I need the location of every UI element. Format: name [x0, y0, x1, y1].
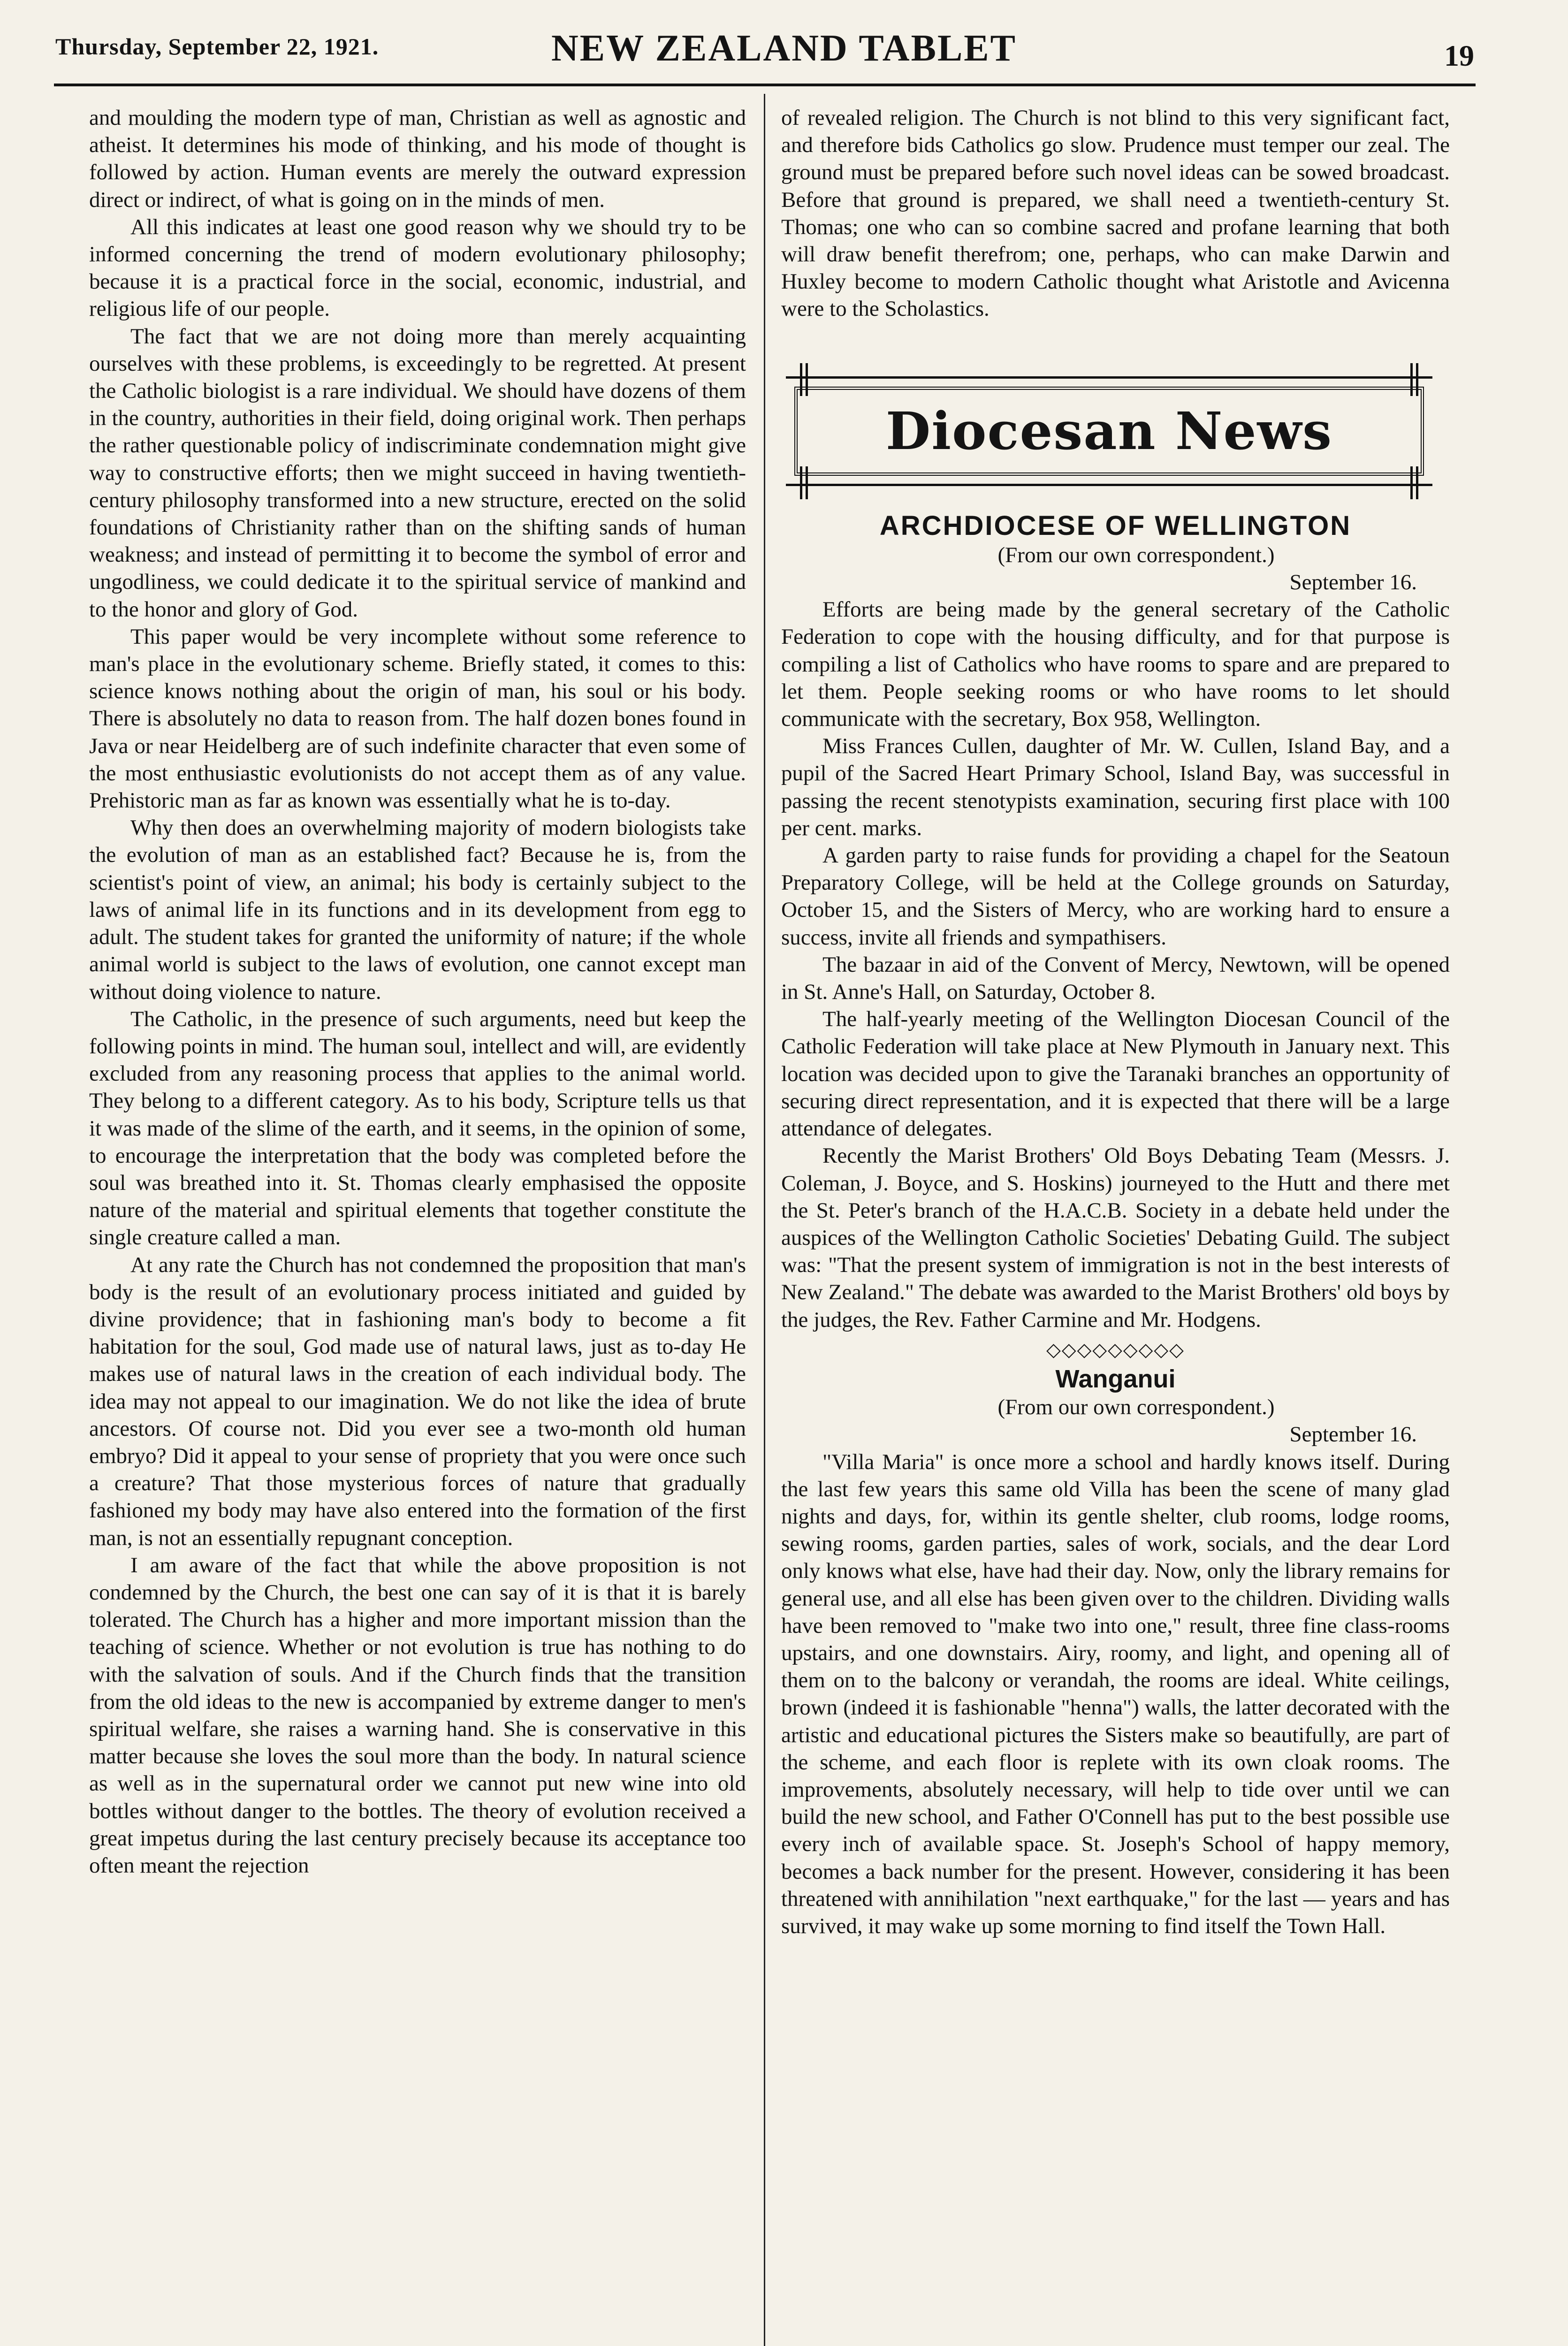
archdiocese-byline: (From our own correspondent.) — [997, 542, 1275, 567]
wanganui-dateline: September 16. — [1289, 1422, 1417, 1447]
ornamental-divider: ◇◇◇◇◇◇◇◇◇ — [1046, 1339, 1185, 1360]
news-paragraph: The bazaar in aid of the Convent of Mercy, Newtown, will be opened in St. Anne's Hall, on Saturday, October 8. — [781, 952, 1450, 1005]
banner-rule-bottom — [786, 484, 1432, 486]
banner-rule-top — [786, 376, 1432, 379]
right-column — [781, 104, 1450, 1940]
news-paragraph: Efforts are being made by the general secretary of the Catholic Federation to cope with the housing difficulty, and for that purpose is compiling a list of Catholics who have rooms to spare and are prepared to let them. People seeking rooms or who have rooms to let should communicate with the secretary, Box 958, Wellington. — [781, 597, 1450, 731]
header-rule — [54, 84, 1476, 86]
column-rule — [764, 94, 765, 2346]
news-paragraph: Recently the Marist Brothers' Old Boys Debating Team (Messrs. J. Coleman, J. Boyce, and S. Hoskins) journeyed to the Hutt and there met the St. Peter's branch of the H.A.C.B. Society in a debate held under the auspices of the Wellington Catholic Societies' Debating Guild. The subject was: "That the present system of immigration is not in the best interests of New Zealand." The debate was awarded to the Marist Brothers' old boys by the judges, the Rev. Father Carmine and Mr. Hodgens. — [781, 1143, 1450, 1332]
article-paragraph: The fact that we are not doing more than merely acquainting ourselves with these problems, is exceedingly to be regretted. At present the Catholic biologist is a rare individual. We should have dozens of them in the country, authorities in their field, doing original work. Then perhaps the rather questionable policy of indiscriminate condemnation might give way to constructive efforts; then we might succeed in having twentieth-century philosophy transformed into a new structure, erected on the solid foundations of Christianity rather than on the shifting sands of human weakness; and instead of permitting it to become the symbol of error and ungodliness, we could dedicate it to the spiritual service of mankind and to the honor and glory of God. — [89, 324, 746, 622]
article-paragraph: and moulding the modern type of man, Christian as well as agnostic and atheist. It determines his mode of thinking, and his mode of thought is followed by action. Human events are merely the outward expression direct or indirect, of what is going on in the minds of men. — [89, 106, 746, 212]
news-paragraph: A garden party to raise funds for providing a chapel for the Seatoun Preparatory College, will be held at the College grounds on Saturday, October 15, and the Sisters of Mercy, who are working hard to ensure a success, invite all friends and sympathisers. — [781, 843, 1450, 950]
archdiocese-heading: ARCHDIOCESE OF WELLINGTON — [879, 510, 1352, 541]
article-paragraph: I am aware of the fact that while the above proposition is not condemned by the Church, the best one can say of it is that it is barely tolerated. The Church has a higher and more important mission than the teaching of science. Whether or not evolution is true has nothing to do with the salvation of souls. And if the Church finds that the transition from the old ideas to the new is accompanied by extreme danger to men's spiritual welfare, she raises a warning hand. She is conservative in this matter because she loves the soul more than the body. In natural science as well as in the supernatural order we cannot put new wine into old bottles without danger to the bottles. The theory of evolution received a great impetus during the last century precisely because its acceptance too often meant the rejection — [89, 1553, 746, 1878]
article-paragraph: At any rate the Church has not condemned the proposition that man's body is the result of an evolutionary process initiated and guided by divine providence; that in fashioning man's body to become a fit habitation for the soul, God made use of natural laws, just as to-day He makes use of natural laws in the creation of each individual body. The idea may not appeal to our imagination. We do not like the idea of brute ancestors. Of course not. Did you ever see a two-month old human embryo? Did it appeal to your sense of propriety that you were once such a creature? That those mysterious forces of nature that gradually fashioned my body may have also entered into the formation of the first man, is not an essentially repugnant conception. — [89, 1252, 746, 1550]
wanganui-heading: Wanganui — [1055, 1364, 1176, 1393]
article-paragraph: All this indicates at least one good reason why we should try to be informed concerning the trend of modern evolutionary philosophy; because it is a practical force in the social, economic, industrial, and religious life of our people. — [89, 214, 746, 321]
diocesan-news-banner — [786, 363, 1432, 499]
archdiocese-dateline: September 16. — [1289, 570, 1417, 595]
article-continuation: of revealed religion. The Church is not blind to this very significant fact, and therefore bids Catholics go slow. Prudence must temper our zeal. The ground must be prepared before such novel ideas can be sowed broadcast. Before that ground is prepared, we shall need a twentieth-century St. Thomas; one who can so combine sacred and profane learning that both will draw benefit therefrom; one, perhaps, who can make Darwin and Huxley become to modern Catholic thought what Aristotle and Avicenna were to the Scholastics. — [781, 106, 1450, 321]
left-column — [89, 104, 746, 1879]
article-paragraph: The Catholic, in the presence of such arguments, need but keep the following points in mind. The human soul, intellect and will, are evidently excluded from any reasoning process that applies to the animal world. They belong to a different category. As to his body, Scripture tells us that it was made of the slime of the earth, and it seems, in the opinion of some, to encourage the interpretation that the body was completed before the soul was breathed into it. St. Thomas clearly emphasised the opposite nature of the material and spiritual elements that together constitute the single creature called a man. — [89, 1006, 746, 1250]
article-paragraph: This paper would be very incomplete without some reference to man's place in the evolutionary scheme. Briefly stated, it comes to this: science knows nothing about the origin of man, his soul or his body. There is absolutely no data to reason from. The half dozen bones found in Java or near Heidelberg are of such indefinite character that even some of the most enthusiastic evolutionists do not accept them as of any value. Prehistoric man as far as known was essentially what he is to-day. — [89, 624, 746, 813]
wanganui-byline: (From our own correspondent.) — [997, 1395, 1275, 1420]
publication-title: NEW ZEALAND TABLET — [551, 28, 1017, 69]
banner-box — [794, 387, 1424, 476]
news-paragraph: The half-yearly meeting of the Wellington Diocesan Council of the Catholic Federation will take place at New Plymouth in January next. This location was decided upon to give the Taranaki branches an opportunity of securing direct representation, and it is expected that there will be a large attendance of delegates. — [781, 1007, 1450, 1141]
page-number: 19 — [1444, 39, 1474, 72]
news-paragraph: "Villa Maria" is once more a school and hardly knows itself. During the last few years this same old Villa has been the scene of many glad nights and days, for, within its gentle shelter, club rooms, lodge rooms, sewing rooms, garden parties, sales of work, socials, and the dear Lord only knows what else, have had their day. Now, only the library remains for general use, and all else has been given over to the children. Dividing walls have been removed to "make two into one," result, three fine class-rooms upstairs, and one downstairs. Airy, roomy, and light, and opening all of them on to the balcony or verandah, the rooms are ideal. White ceilings, brown (indeed it is fashionable "henna") walls, the latter decorated with the artistic and educational pictures the Sisters make so beautifully, are part of the scheme, and each floor is replete with its own cloak rooms. The improvements, absolutely necessary, will help to tide over until we can build the new school, and Father O'Connell has put to the best possible use every inch of available space. St. Joseph's School of happy memory, becomes a back number for the present. However, considering it has been threatened with annihilation "next earthquake," for the last — years and has survived, it may wake up some morning to find itself the Town Hall. — [781, 1449, 1450, 1938]
news-paragraph: Miss Frances Cullen, daughter of Mr. W. Cullen, Island Bay, and a pupil of the Sacred Heart Primary School, Island Bay, was successful in passing the recent stenotypists examination, securing first place with 100 per cent. marks. — [781, 734, 1450, 840]
article-paragraph: Why then does an overwhelming majority of modern biologists take the evolution of man as an established fact? Because he is, from the scientist's point of view, an animal; his body is certainly subject to the laws of animal life in its functions and in its development from egg to adult. The student takes for granted the uniformity of nature; if the whole animal world is subject to the laws of evolution, one cannot except man without doing violence to nature. — [89, 815, 746, 1004]
banner-title: Diocesan News — [885, 400, 1333, 461]
issue-date: Thursday, September 22, 1921. — [55, 33, 379, 60]
